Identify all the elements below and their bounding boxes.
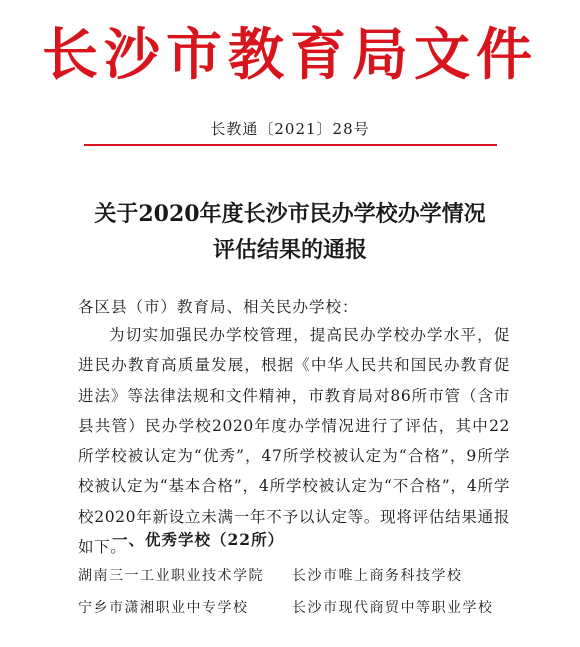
school-item: 湖南三一工业职业技术学院 [78, 568, 264, 584]
salutation: 各区县（市）教育局、相关民办学校： [78, 298, 359, 316]
document-title [0, 196, 580, 268]
school-item: 长沙市现代商贸中等职业学校 [292, 600, 494, 616]
school-item: 宁乡市潇湘职业中专学校 [78, 600, 249, 616]
header-divider [84, 144, 497, 146]
title-line-1: 关于2020年度长沙市民办学校办学情况 [94, 201, 486, 227]
document-header-title: 长沙市教育局文件 [42, 23, 538, 88]
document-number: 长教通〔2021〕28号 [210, 120, 370, 138]
title-line-2: 评估结果的通报 [212, 237, 367, 263]
section-heading: 一、优秀学校（22所） [112, 530, 285, 549]
body-paragraph: 为切实加强民办学校管理，提高民办学校办学水平，促进民办教育高质量发展，根据《中华人民共和国民办教育促进法》等法律法规和文件精神，市教育局对86所市管（含市县共管）民办学校2020年度办学情况进行了评估，其中22所学校被认定为“优秀”，47所学校被认定为“合格”，9所学校被认定为“基本合格”，4所学校被认定为“不合格”，4所学校2020年新设立未满一年不予以认定等。现将评估结果通报如下。 [78, 326, 510, 557]
school-item: 长沙市唯上商务科技学校 [292, 568, 463, 584]
